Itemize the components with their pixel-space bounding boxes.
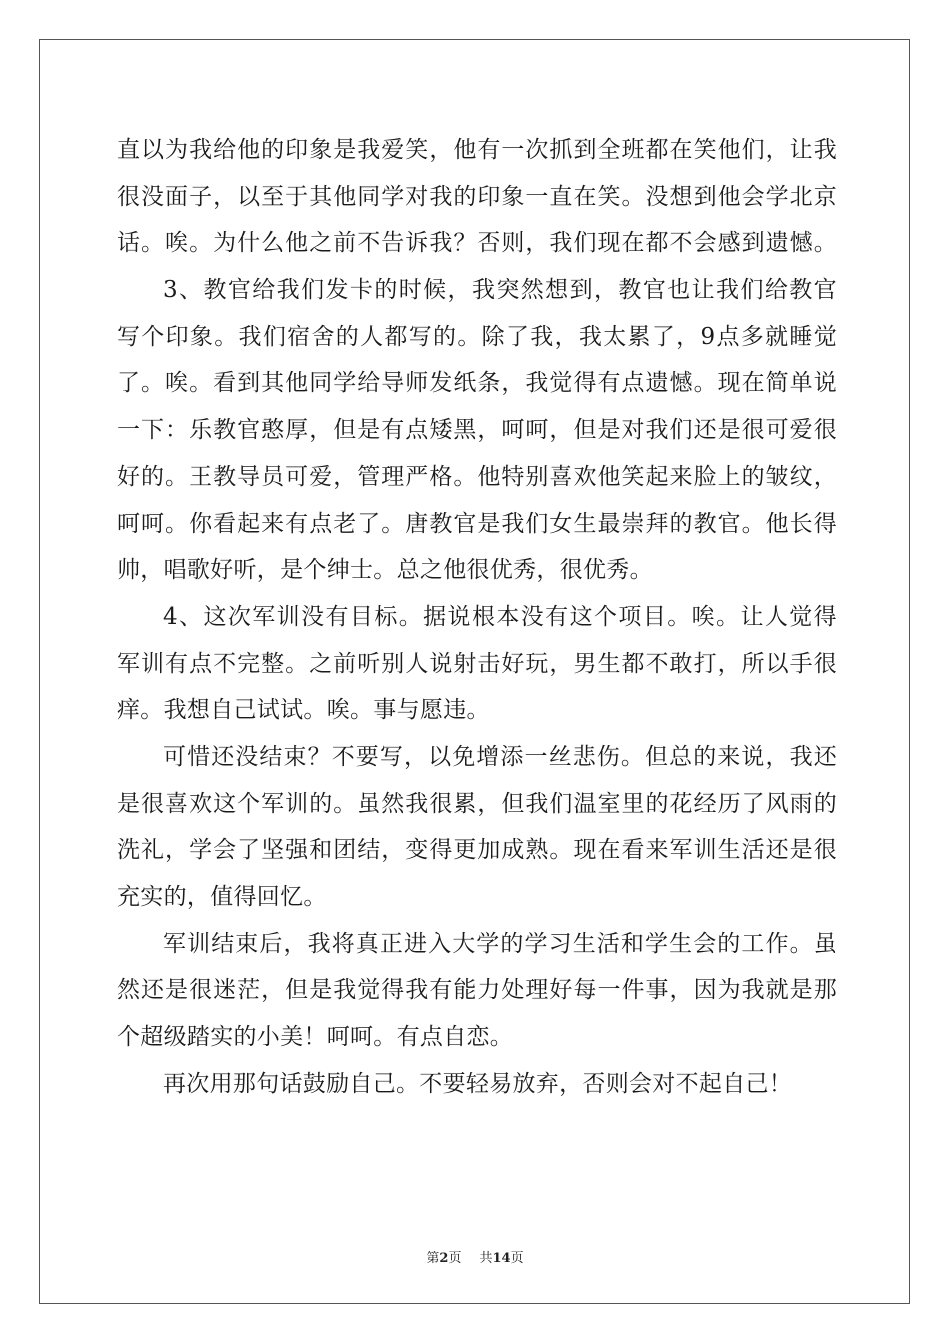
text-line: 了。唉。看到其他同学给导师发纸条，我觉得有点遗憾。现在简单说	[117, 370, 837, 397]
text-line: 直以为我给他的印象是我爱笑，他有一次抓到全班都在笑他们，让我	[117, 137, 837, 163]
text-line: 痒。我想自己试试。唉。事与愿违。	[117, 697, 490, 724]
text-line: 写个印象。我们宿舍的人都写的。除了我，我太累了，9点多就睡觉	[117, 323, 837, 350]
total-pages: 14	[492, 1251, 511, 1266]
total-suffix: 页	[510, 1251, 524, 1266]
text-line: 军训结束后，我将真正进入大学的学习生活和学生会的工作。虽	[163, 930, 837, 957]
text-line: 4、这次军训没有目标。据说根本没有这个项目。唉。让人觉得	[163, 603, 837, 630]
text-line: 个超级踏实的小美！呵呵。有点自恋。	[117, 1024, 514, 1051]
page-suffix: 页	[448, 1251, 462, 1266]
page-footer	[0, 1247, 950, 1266]
text-line: 可惜还没结束？不要写，以免增添一丝悲伤。但总的来说，我还	[163, 743, 837, 770]
total-prefix: 共	[479, 1251, 493, 1266]
text-line: 好的。王教导员可爱，管理严格。他特别喜欢他笑起来脸上的皱纹，	[117, 463, 837, 490]
text-line: 3、教官给我们发卡的时候，我突然想到，教官也让我们给教官	[163, 277, 837, 304]
text-line: 呵呵。你看起来有点老了。唐教官是我们女生最崇拜的教官。他长得	[117, 510, 837, 537]
text-line: 然还是很迷茫，但是我觉得我有能力处理好每一件事，因为我就是那	[117, 977, 837, 1004]
text-line: 再次用那句话鼓励自己。不要轻易放弃，否则会对不起自己！	[163, 1070, 793, 1097]
text-line: 军训有点不完整。之前听别人说射击好玩，男生都不敢打，所以手很	[117, 650, 837, 677]
document-body	[117, 127, 837, 1107]
page-number: 2	[439, 1251, 449, 1266]
page-prefix: 第	[426, 1251, 440, 1266]
text-line: 一下：乐教官憨厚，但是有点矮黑，呵呵，但是对我们还是很可爱很	[117, 417, 837, 444]
text-line: 是很喜欢这个军训的。虽然我很累，但我们温室里的花经历了风雨的	[117, 790, 837, 817]
text-line: 充实的，值得回忆。	[117, 884, 327, 910]
text-line: 很没面子，以至于其他同学对我的印象一直在笑。没想到他会学北京	[117, 183, 837, 210]
text-line: 话。唉。为什么他之前不告诉我？否则，我们现在都不会感到遗憾。	[117, 230, 837, 257]
text-line: 帅，唱歌好听，是个绅士。总之他很优秀，很优秀。	[117, 557, 653, 584]
text-line: 洗礼，学会了坚强和团结，变得更加成熟。现在看来军训生活还是很	[117, 837, 837, 864]
